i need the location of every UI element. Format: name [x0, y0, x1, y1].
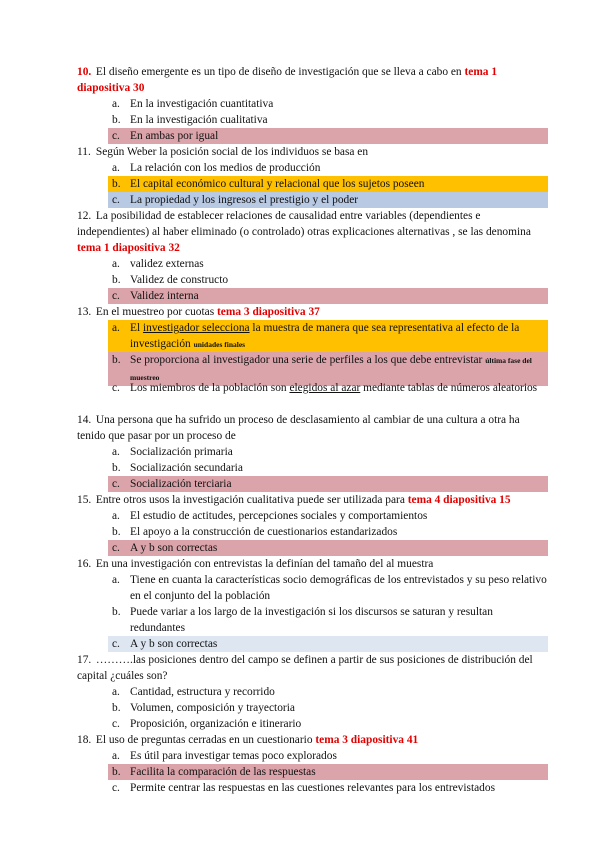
- question-18: [77, 732, 547, 748]
- option-letter: c.: [112, 478, 120, 490]
- question-text: El diseño emergente es un tipo de diseño de investigación que se lleva a cabo en: [95, 66, 465, 78]
- question-number: 16.: [77, 558, 92, 570]
- question-text: En una investigación con entrevistas la definían del tamaño del al muestra: [95, 558, 434, 570]
- question-16: [77, 556, 547, 572]
- option-highlighted: [108, 320, 548, 353]
- option: [108, 780, 548, 796]
- question-17: [77, 652, 547, 684]
- question-text: ……….las posiciones dentro del campo se definen a partir de sus posiciones de distribución del capital ¿cuáles son?: [77, 654, 533, 682]
- option: [108, 256, 548, 272]
- option-text: Proposición, organización e itinerario: [130, 718, 302, 730]
- question-text: Según Weber la posición social de los individuos se basa en: [95, 146, 369, 158]
- option-letter: b.: [112, 178, 121, 190]
- option-text: Socialización primaria: [130, 446, 233, 458]
- question-number: 11.: [77, 146, 91, 158]
- question-12: [77, 208, 547, 256]
- option-letter: b.: [112, 462, 121, 474]
- option-text: A y b son correctas: [130, 638, 218, 650]
- option: [108, 684, 548, 700]
- option-letter: a.: [112, 162, 120, 174]
- option-highlighted: [108, 636, 548, 652]
- option-highlighted: [108, 176, 548, 192]
- option: [108, 160, 548, 176]
- option-letter: a.: [112, 686, 120, 698]
- option-text: La relación con los medios de producción: [130, 162, 321, 174]
- option-text: Socialización terciaria: [130, 478, 232, 490]
- option-letter: b.: [112, 114, 121, 126]
- option-letter: c.: [112, 638, 120, 650]
- question-text: En el muestreo por cuotas: [95, 306, 218, 318]
- option-letter: a.: [112, 446, 120, 458]
- option-highlighted: [108, 540, 548, 556]
- option-letter: b.: [112, 702, 121, 714]
- option-highlighted: [108, 192, 548, 208]
- question-number: 12.: [77, 210, 92, 222]
- question-number: 13.: [77, 306, 92, 318]
- option-letter: a.: [112, 98, 120, 110]
- option: [108, 272, 548, 288]
- option-letter: b.: [112, 526, 121, 538]
- option-letter: b.: [112, 274, 121, 286]
- annotation-note: última fase del muestreo: [130, 356, 532, 382]
- question-text: Entre otros usos la investigación cualitativa puede ser utilizada para: [95, 494, 408, 506]
- option: [108, 508, 548, 524]
- option-text: Validez de constructo: [130, 274, 229, 286]
- option-text: Los miembros de la población son elegidos al azar mediante tablas de números aleatorios: [130, 382, 538, 394]
- option-letter: c.: [112, 194, 120, 206]
- option-letter: a.: [112, 574, 120, 586]
- option-letter: c.: [112, 130, 120, 142]
- option-letter: a.: [112, 322, 120, 334]
- question-text: La posibilidad de establecer relaciones de causalidad entre variables (dependientes e independientes) al haber eliminado (o controlado) otras explicaciones alternativas , se las denomina: [77, 210, 531, 238]
- option-highlighted: [108, 288, 548, 304]
- option-text: Volumen, composición y trayectoria: [130, 702, 295, 714]
- option-text: En ambas por igual: [130, 130, 219, 142]
- question-13: [77, 304, 547, 320]
- question-number: 17.: [77, 654, 92, 666]
- option: [108, 460, 548, 476]
- option-letter: a.: [112, 510, 120, 522]
- option-letter: a.: [112, 258, 120, 270]
- option: [108, 112, 548, 128]
- slide-reference: tema 1 diapositiva 30: [77, 66, 498, 94]
- option-letter: c.: [112, 290, 120, 302]
- option-letter: a.: [112, 750, 120, 762]
- question-14: [77, 412, 547, 444]
- option-highlighted: [108, 128, 548, 144]
- option-text: El estudio de actitudes, percepciones sociales y comportamientos: [130, 510, 428, 522]
- question-11: [77, 144, 547, 160]
- question-text: Una persona que ha sufrido un proceso de desclasamiento al cambiar de una cultura a otra ha tenido que pasar por un proceso de: [77, 414, 520, 442]
- slide-reference: tema 4 diapositiva 15: [407, 494, 511, 506]
- option: [108, 716, 548, 732]
- option: [108, 380, 548, 396]
- option-letter: c.: [112, 782, 120, 794]
- option-letter: c.: [112, 718, 120, 730]
- option: [108, 748, 548, 764]
- option: [108, 96, 548, 112]
- option-text: El apoyo a la construcción de cuestionarios estandarizados: [130, 526, 398, 538]
- option-highlighted: [108, 764, 548, 780]
- option: [108, 444, 548, 460]
- option-letter: b.: [112, 354, 121, 366]
- option-text: Se proporciona al investigador una serie de perfiles a los que debe entrevistar última fase del muestreo: [130, 354, 532, 382]
- question-15: [77, 492, 547, 508]
- question-number: 18.: [77, 734, 92, 746]
- option: [108, 700, 548, 716]
- question-number: 14.: [77, 414, 92, 426]
- slide-reference: tema 1 diapositiva 32: [77, 242, 180, 254]
- option-text: Es útil para investigar temas poco explorados: [130, 750, 337, 762]
- option-text: El capital económico cultural y relacional que los sujetos poseen: [130, 178, 425, 190]
- question-text: El uso de preguntas cerradas en un cuestionario: [95, 734, 316, 746]
- option-text: Facilita la comparación de las respuestas: [130, 766, 316, 778]
- option: [108, 572, 548, 604]
- option: [108, 604, 548, 636]
- option-text: La propiedad y los ingresos el prestigio y el poder: [130, 194, 359, 206]
- option-text: Puede variar a los largo de la investigación si los discursos se saturan y resultan redundantes: [130, 606, 493, 634]
- option-text: Permite centrar las respuestas en las cuestiones relevantes para los entrevistados: [130, 782, 496, 794]
- slide-reference: tema 3 diapositiva 41: [315, 734, 419, 746]
- option-text: Cantidad, estructura y recorrido: [130, 686, 275, 698]
- slide-reference: tema 3 diapositiva 37: [217, 306, 320, 318]
- annotation-note: unidades finales: [193, 340, 246, 349]
- question-number: 10.: [77, 66, 92, 78]
- option-text: Validez interna: [130, 290, 199, 302]
- option-text: Socialización secundaria: [130, 462, 243, 474]
- option-letter: b.: [112, 606, 121, 618]
- option-highlighted: [108, 476, 548, 492]
- option-text: validez externas: [130, 258, 204, 270]
- option-letter: c.: [112, 382, 120, 394]
- question-number: 15.: [77, 494, 92, 506]
- question-10: [77, 64, 547, 96]
- option-text: Tiene en cuanta la características socio demográficas de los entrevistados y su peso relativo en el conjunto del la población: [130, 574, 547, 602]
- option-text: En la investigación cualitativa: [130, 114, 268, 126]
- option: [108, 524, 548, 540]
- option-text: En la investigación cuantitativa: [130, 98, 274, 110]
- option-text: El investigador selecciona la muestra de manera que sea representativa al efecto de la investigación unidades finales: [130, 322, 520, 350]
- option-text: A y b son correctas: [130, 542, 218, 554]
- option-letter: c.: [112, 542, 120, 554]
- option-letter: b.: [112, 766, 121, 778]
